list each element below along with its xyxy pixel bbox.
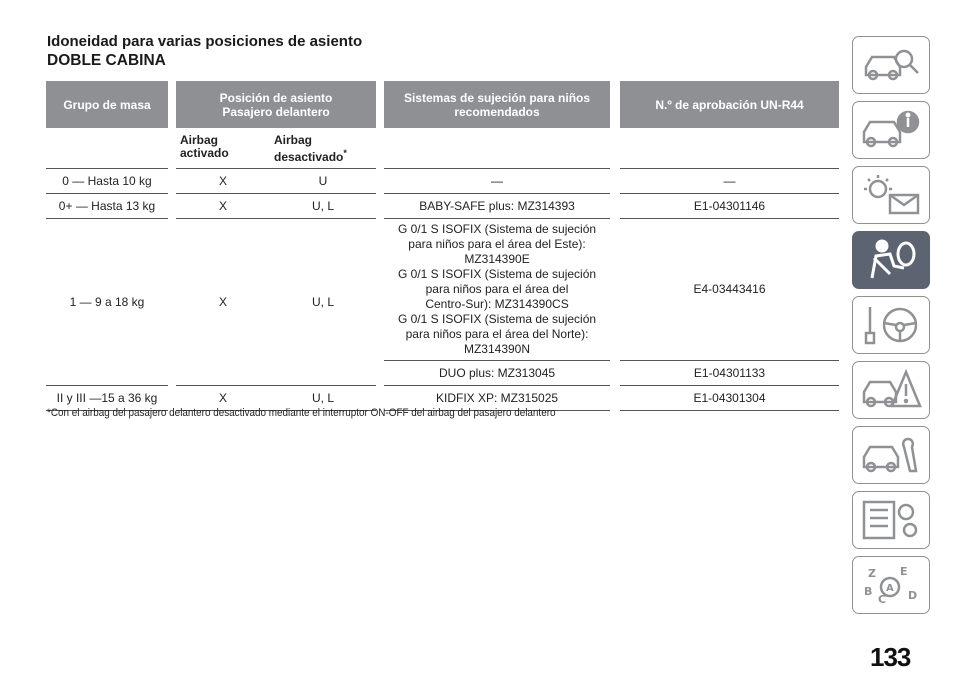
footnote-mark: * [343, 148, 347, 158]
subheader-airbag-off: Airbag desactivado [274, 133, 344, 164]
tab-car-search[interactable] [852, 36, 930, 94]
header-restraint-systems: Sistemas de sujeción para niños recomendados [384, 81, 610, 128]
seatbelt-airbag-icon [860, 238, 922, 282]
key-steering-wheel-icon [860, 303, 922, 347]
table-header-row [46, 81, 839, 128]
svg-text:C: C [878, 593, 887, 606]
table-row: II y III —15 a 36 kg X U, L KIDFIX XP: MZ315025 E1-04301304 [46, 386, 839, 411]
car-wrench-icon [860, 433, 922, 477]
tab-key-steering[interactable] [852, 296, 930, 354]
seat-suitability-table [46, 81, 839, 411]
svg-text:A: A [886, 583, 894, 594]
header-seat-position: Posición de asiento Pasajero delantero [176, 81, 376, 128]
tab-alphabetical-index[interactable] [852, 556, 930, 614]
svg-text:D: D [908, 589, 918, 602]
table-row: DUO plus: MZ313045 E1-04301133 [46, 361, 839, 386]
table-row: 0+ — Hasta 13 kg X U, L BABY-SAFE plus: MZ314393 E1-04301146 [46, 194, 839, 219]
table-row: 0 — Hasta 10 kg X U — — [46, 169, 839, 194]
tab-car-info[interactable] [852, 101, 930, 159]
car-info-icon [860, 108, 922, 152]
subheader-airbag-on: Airbag activado [176, 128, 270, 169]
footnote: *Con el airbag del pasajero delantero desactivado mediante el interruptor ON-OFF del airbag del pasajero delantero [47, 407, 556, 419]
section-subtitle: DOBLE CABINA [47, 52, 166, 69]
tab-warning-lights[interactable] [852, 166, 930, 224]
svg-text:Z: Z [868, 567, 876, 580]
car-search-icon [860, 43, 922, 87]
header-mass-group: Grupo de masa [46, 81, 168, 128]
car-warning-triangle-icon [860, 368, 922, 412]
header-approval-number: N.º de aprobación UN-R44 [620, 81, 839, 128]
section-title: Idoneidad para varias posiciones de asiento [47, 33, 363, 50]
specs-gears-icon [860, 498, 922, 542]
warning-lights-mail-icon [860, 173, 922, 217]
svg-text:B: B [864, 585, 873, 598]
table-row: 1 — 9 a 18 kg X U, L G 0/1 S ISOFIX (Sistema de sujeción para niños para el área del Este): MZ314390E G 0/1 S ISOFIX (Sistema de sujeción para niños para el área del Centro-Sur): MZ314390CS G 0/1 S ISOFIX (Sistema de sujeción para niños para el área del Norte): MZ314390N E4-03443416 [46, 219, 839, 361]
svg-text:E: E [900, 565, 908, 578]
tab-car-service[interactable] [852, 426, 930, 484]
chapter-sidebar [852, 36, 932, 621]
page-number: 133 [870, 642, 911, 672]
tab-car-warning[interactable] [852, 361, 930, 419]
table-subheader-row [46, 128, 839, 169]
alphabet-index-search-icon [860, 563, 922, 607]
tab-specifications[interactable] [852, 491, 930, 549]
tab-seatbelt-airbag[interactable] [852, 231, 930, 289]
